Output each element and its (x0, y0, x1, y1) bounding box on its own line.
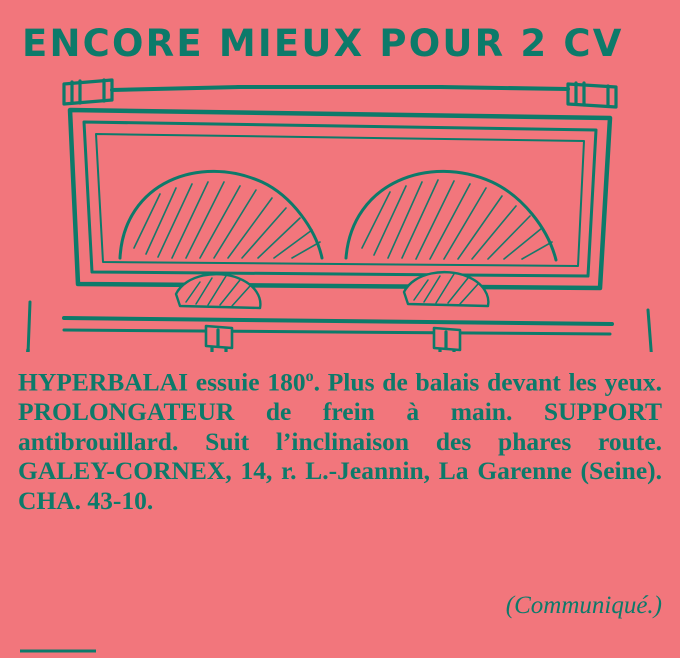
ad-body-text (18, 362, 662, 515)
car-windshield-wiper-illustration (0, 62, 680, 352)
ad-body-rest: . Plus de balais devant les yeux. PROLONGATEUR de frein à main. SUPPORT antibrouillard. Suit l’inclinaison des phares route. GALEY-CORNEX, 14, r. L.-Jeannin, La Garenne (Seine). CHA. 43-10. (18, 367, 662, 515)
page-title: ENCORE MIEUX POUR 2 CV (22, 22, 624, 65)
degree-symbol: o (305, 368, 314, 385)
communique-credit: (Communiqué.) (505, 592, 662, 619)
ad-body-line-1: HYPERBALAI essuie 180 (18, 367, 306, 397)
page-bottom-edge (18, 640, 98, 648)
